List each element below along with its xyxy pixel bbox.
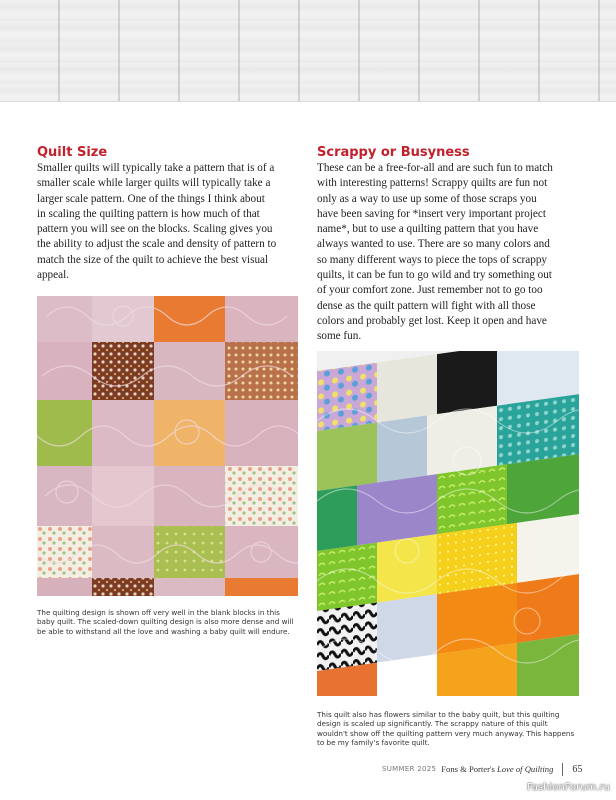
page-number: 65 — [572, 763, 583, 775]
text-line: quilts, it can be fun to go wild and try something out — [317, 269, 552, 282]
caption-line: wouldn't show off the quilting pattern very much anyway. This happens — [317, 728, 575, 738]
baby-quilt-image — [37, 296, 298, 596]
caption-line: be able to withstand all the love and washing a baby quilt will endure. — [37, 626, 290, 636]
baby-quilt-caption — [37, 608, 293, 636]
caption-line: This quilt also has flowers similar to the baby quilt, but this quilting — [317, 710, 560, 719]
text-line: colors and probably get lost. Keep it open and have — [317, 314, 547, 327]
text-line: pattern you will see on the blocks. Scaling gives you — [37, 223, 273, 236]
page-footer — [382, 762, 582, 776]
caption-line: to be my family's favorite quilt. — [317, 738, 430, 748]
text-line: with interesting patterns! Scrappy quilts are fun not — [317, 177, 548, 190]
scrappy-quilt-image — [317, 351, 579, 696]
text-line: only as a way to use up some of those scraps you — [317, 192, 537, 205]
text-line: dense as the quilt pattern will fight with all those — [317, 299, 536, 312]
baby-quilt-photo — [37, 296, 298, 596]
issue-season: SUMMER 2025 — [382, 765, 437, 773]
quilt-size-text — [37, 161, 276, 283]
quilt-size-heading: Quilt Size — [37, 145, 108, 160]
text-line: name*, but to use a quilting pattern that you have — [317, 223, 539, 236]
scrappy-quilt-caption — [317, 710, 574, 748]
text-line: smaller scale while larger quilts will typically take a — [37, 177, 271, 190]
footer-divider — [562, 763, 563, 776]
scrappy-text — [317, 161, 553, 345]
text-line: in scaling the quilting pattern is how much of that — [37, 207, 260, 220]
text-line: of your comfort zone. Just remember not to go too — [317, 284, 543, 297]
scrappy-quilt-photo — [317, 351, 579, 696]
text-line: appeal. — [37, 269, 69, 282]
text-line: match the size of the quilt to achieve the best visual — [37, 253, 269, 266]
publication-name — [441, 764, 553, 774]
text-line: These can be a free-for-all and are such fun to match — [317, 162, 553, 174]
magazine-title: Love of Quilting — [497, 764, 554, 774]
text-line: Smaller quilts will typically take a pattern that is of a — [37, 162, 275, 174]
watermark: FashionForum.ru — [526, 782, 610, 793]
text-line: the ability to adjust the scale and density of pattern to — [37, 238, 277, 251]
publisher-name: Fons & Porter's — [441, 764, 495, 774]
text-line: so many different ways to piece the tops of scrappy — [317, 253, 548, 266]
text-line: always wanted to use. There are so many colors and — [317, 238, 550, 251]
text-line: some fun. — [317, 330, 362, 343]
scrappy-heading: Scrappy or Busyness — [317, 145, 470, 160]
text-line: larger scale pattern. One of the things I think about — [37, 192, 265, 205]
wood-header-banner — [0, 0, 616, 102]
caption-line: The quilting design is shown off very well in the blank blocks in this — [37, 608, 280, 617]
text-line: have been saving for *insert very important project — [317, 207, 546, 220]
caption-line: design is scaled up significantly. The scrappy nature of this quilt — [317, 719, 548, 729]
caption-line: baby quilt. The scaled-down quilting design is also more dense and will — [37, 617, 294, 627]
